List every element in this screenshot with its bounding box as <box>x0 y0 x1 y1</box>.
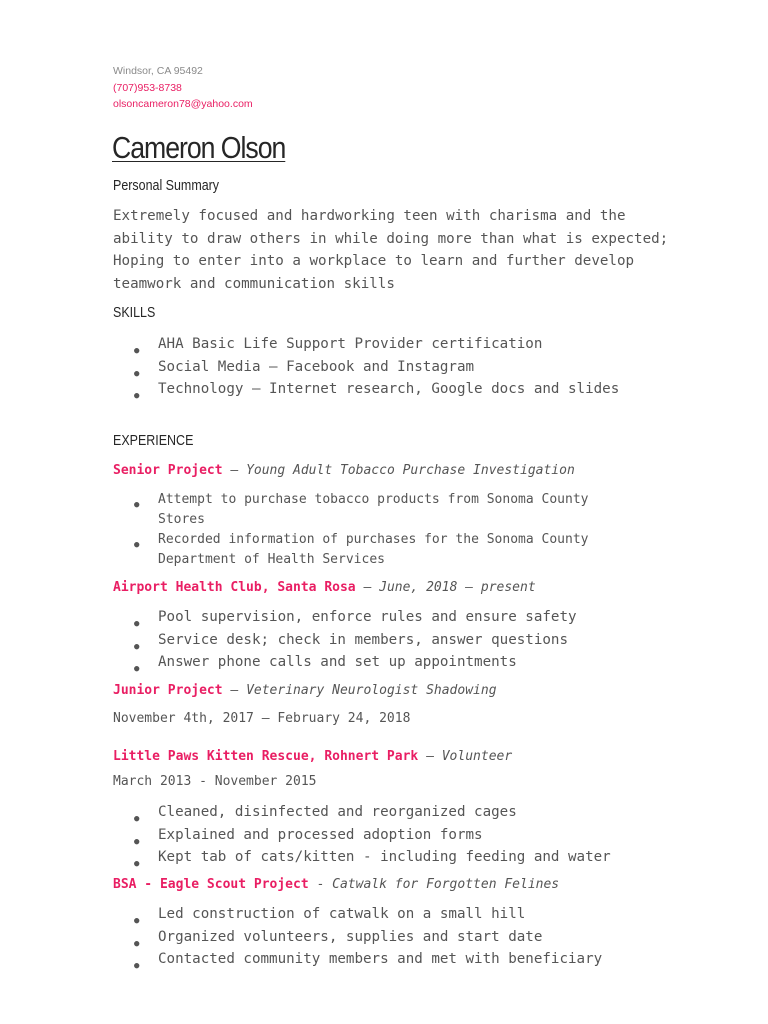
candidate-name: Cameron Olson <box>112 130 286 165</box>
job-organization: BSA - Eagle Scout Project <box>113 877 309 892</box>
skill-item: ● AHA Basic Life Support Provider certification <box>113 333 673 356</box>
job-bullet: ● Pool supervision, enforce rules and ensure safety <box>113 606 673 629</box>
skill-item: ● Social Media – Facebook and Instagram <box>113 356 673 379</box>
job-bullet: ● Service desk; check in members, answer questions <box>113 629 673 652</box>
job-organization: Senior Project <box>113 463 223 478</box>
contact-address: Windsor, CA 95492 <box>113 65 203 77</box>
job-bullet: ● Explained and processed adoption forms <box>113 824 673 847</box>
contact-block <box>113 63 253 113</box>
job-bullet: ● Organized volunteers, supplies and start date <box>113 926 673 949</box>
job-dates: November 4th, 2017 – February 24, 2018 <box>113 711 411 726</box>
job-bullet: ● Attempt to purchase tobacco products from Sonoma County Stores <box>113 490 628 530</box>
job-separator: — <box>418 749 442 764</box>
job-role: Volunteer <box>441 749 513 764</box>
job-bullet: ● Kept tab of cats/kitten - including feeding and water <box>113 846 673 869</box>
personal-summary-heading: Personal Summary <box>113 178 220 194</box>
job-role: Veterinary Neurologist Shadowing <box>246 683 497 698</box>
skill-item: ● Technology – Internet research, Google docs and slides <box>113 378 673 401</box>
personal-summary-text: Extremely focused and hardworking teen with charisma and the ability to draw others in while doing more than what is expected; Hoping to enter into a workplace to learn and further develop teamwork and communication skills <box>113 208 669 292</box>
job-separator: – <box>222 683 247 698</box>
job-bullet: ● Led construction of catwalk on a small hill <box>113 903 673 926</box>
job-dates: March 2013 - November 2015 <box>113 774 317 789</box>
job-organization: Junior Project <box>113 683 223 698</box>
job-organization: Little Paws Kitten Rescue, Rohnert Park <box>113 749 419 764</box>
job-bullet: ● Recorded information of purchases for the Sonoma County Department of Health Services <box>113 530 628 570</box>
job-separator: - <box>308 877 333 892</box>
job-bullet: ● Answer phone calls and set up appointments <box>113 651 673 674</box>
job-role: June, 2018 – present <box>379 580 536 595</box>
job-role: Young Adult Tobacco Purchase Investigation <box>246 463 575 478</box>
job-title-line <box>113 683 497 698</box>
job-title-line <box>113 580 536 595</box>
job-title-line <box>113 463 575 478</box>
job-separator: – <box>222 463 247 478</box>
job-bullets <box>113 490 673 570</box>
job-bullet: ● Contacted community members and met with beneficiary <box>113 948 673 971</box>
job-title-line <box>113 749 512 764</box>
job-bullets <box>113 606 673 674</box>
experience-heading: EXPERIENCE <box>113 433 194 449</box>
job-organization: Airport Health Club, Santa Rosa <box>113 580 356 595</box>
contact-phone[interactable]: (707)953-8738 <box>113 81 182 94</box>
skills-list <box>113 333 673 401</box>
job-bullets <box>113 903 673 971</box>
job-bullet: ● Cleaned, disinfected and reorganized cages <box>113 801 673 824</box>
skills-heading: SKILLS <box>113 305 156 321</box>
job-role: Catwalk for Forgotten Felines <box>332 877 560 892</box>
job-title-line <box>113 877 559 892</box>
job-separator: – <box>355 580 380 595</box>
contact-email[interactable]: olsoncameron78@yahoo.com <box>113 98 253 110</box>
job-bullets <box>113 801 673 869</box>
